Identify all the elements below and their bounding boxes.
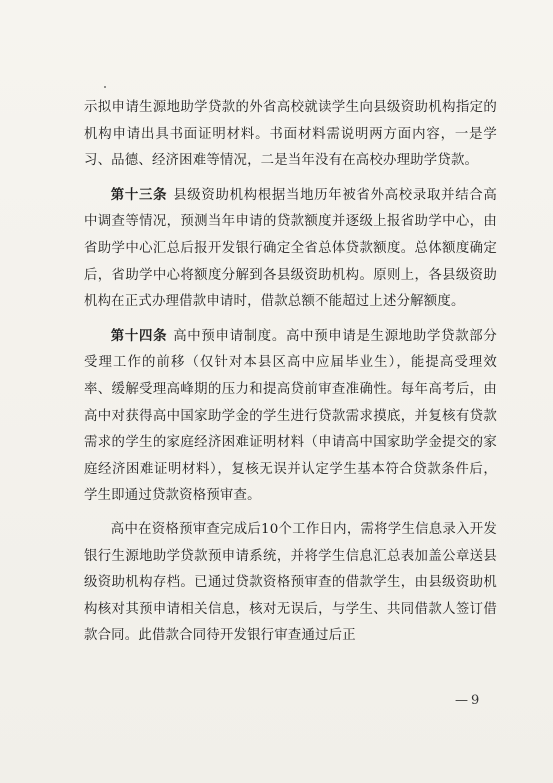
article-heading: 第十四条 (110, 327, 168, 344)
footer-dash: — (455, 693, 467, 708)
document-body (84, 95, 497, 657)
paragraph-article-14 (84, 323, 497, 510)
paragraph-text: 高中预申请制度。高中预申请是生源地助学贷款部分受理工作的前移（仅针对本县区高中应届毕业生），能提高受理效率、缓解受理高峰期的压力和提高贷前审查准确性。每年高考后，由高中对获得高中国家助学金的学生进行贷款需求摸底，并复核有贷款需求的学生的家庭经济困难证明材料（申请高中国家助学金提交的家庭经济困难证明材料），复核无误并认定学生基本符合贷款条件后，学生即通过贷款资格预审查。 (84, 328, 497, 504)
paragraph-text: 高中在资格预审查完成后10个工作日内，需将学生信息录入开发银行生源地助学贷款预申请系统，并将学生信息汇总表加盖公章送县级资助机构存档。已通过贷款资格预审查的借款学生，由县级资助机构核对其预申请相关信息，核对无误后，与学生、共同借款人签订借款合同。此借款合同待开发银行审查通过后正 (84, 521, 497, 644)
paragraph-p1 (84, 95, 497, 175)
paragraph-article-13 (84, 182, 497, 316)
paragraph-text: 示拟申请生源地助学贷款的外省高校就读学生向县级资助机构指定的机构申请出具书面证明材料。书面材料需说明两方面内容，一是学习、品德、经济困难等情况，二是当年没有在高校办理助学贷款。 (84, 100, 497, 169)
page-footer (455, 693, 479, 708)
paragraph-text: 县级资助机构根据当地历年被省外高校录取并结合高中调查等情况，预测当年申请的贷款额度并逐级上报省助学中心，由省助学中心汇总后报开发银行确定全省总体贷款额度。总体额度确定后，省助学中心将额度分解到各县级资助机构。原则上，各县级资助机构在正式办理借款申请时，借款总额不能超过上述分解额度。 (84, 187, 497, 310)
paragraph-p4 (84, 517, 497, 650)
article-heading: 第十三条 (110, 186, 168, 203)
scan-speck (104, 86, 106, 88)
page-number: 9 (471, 693, 480, 708)
